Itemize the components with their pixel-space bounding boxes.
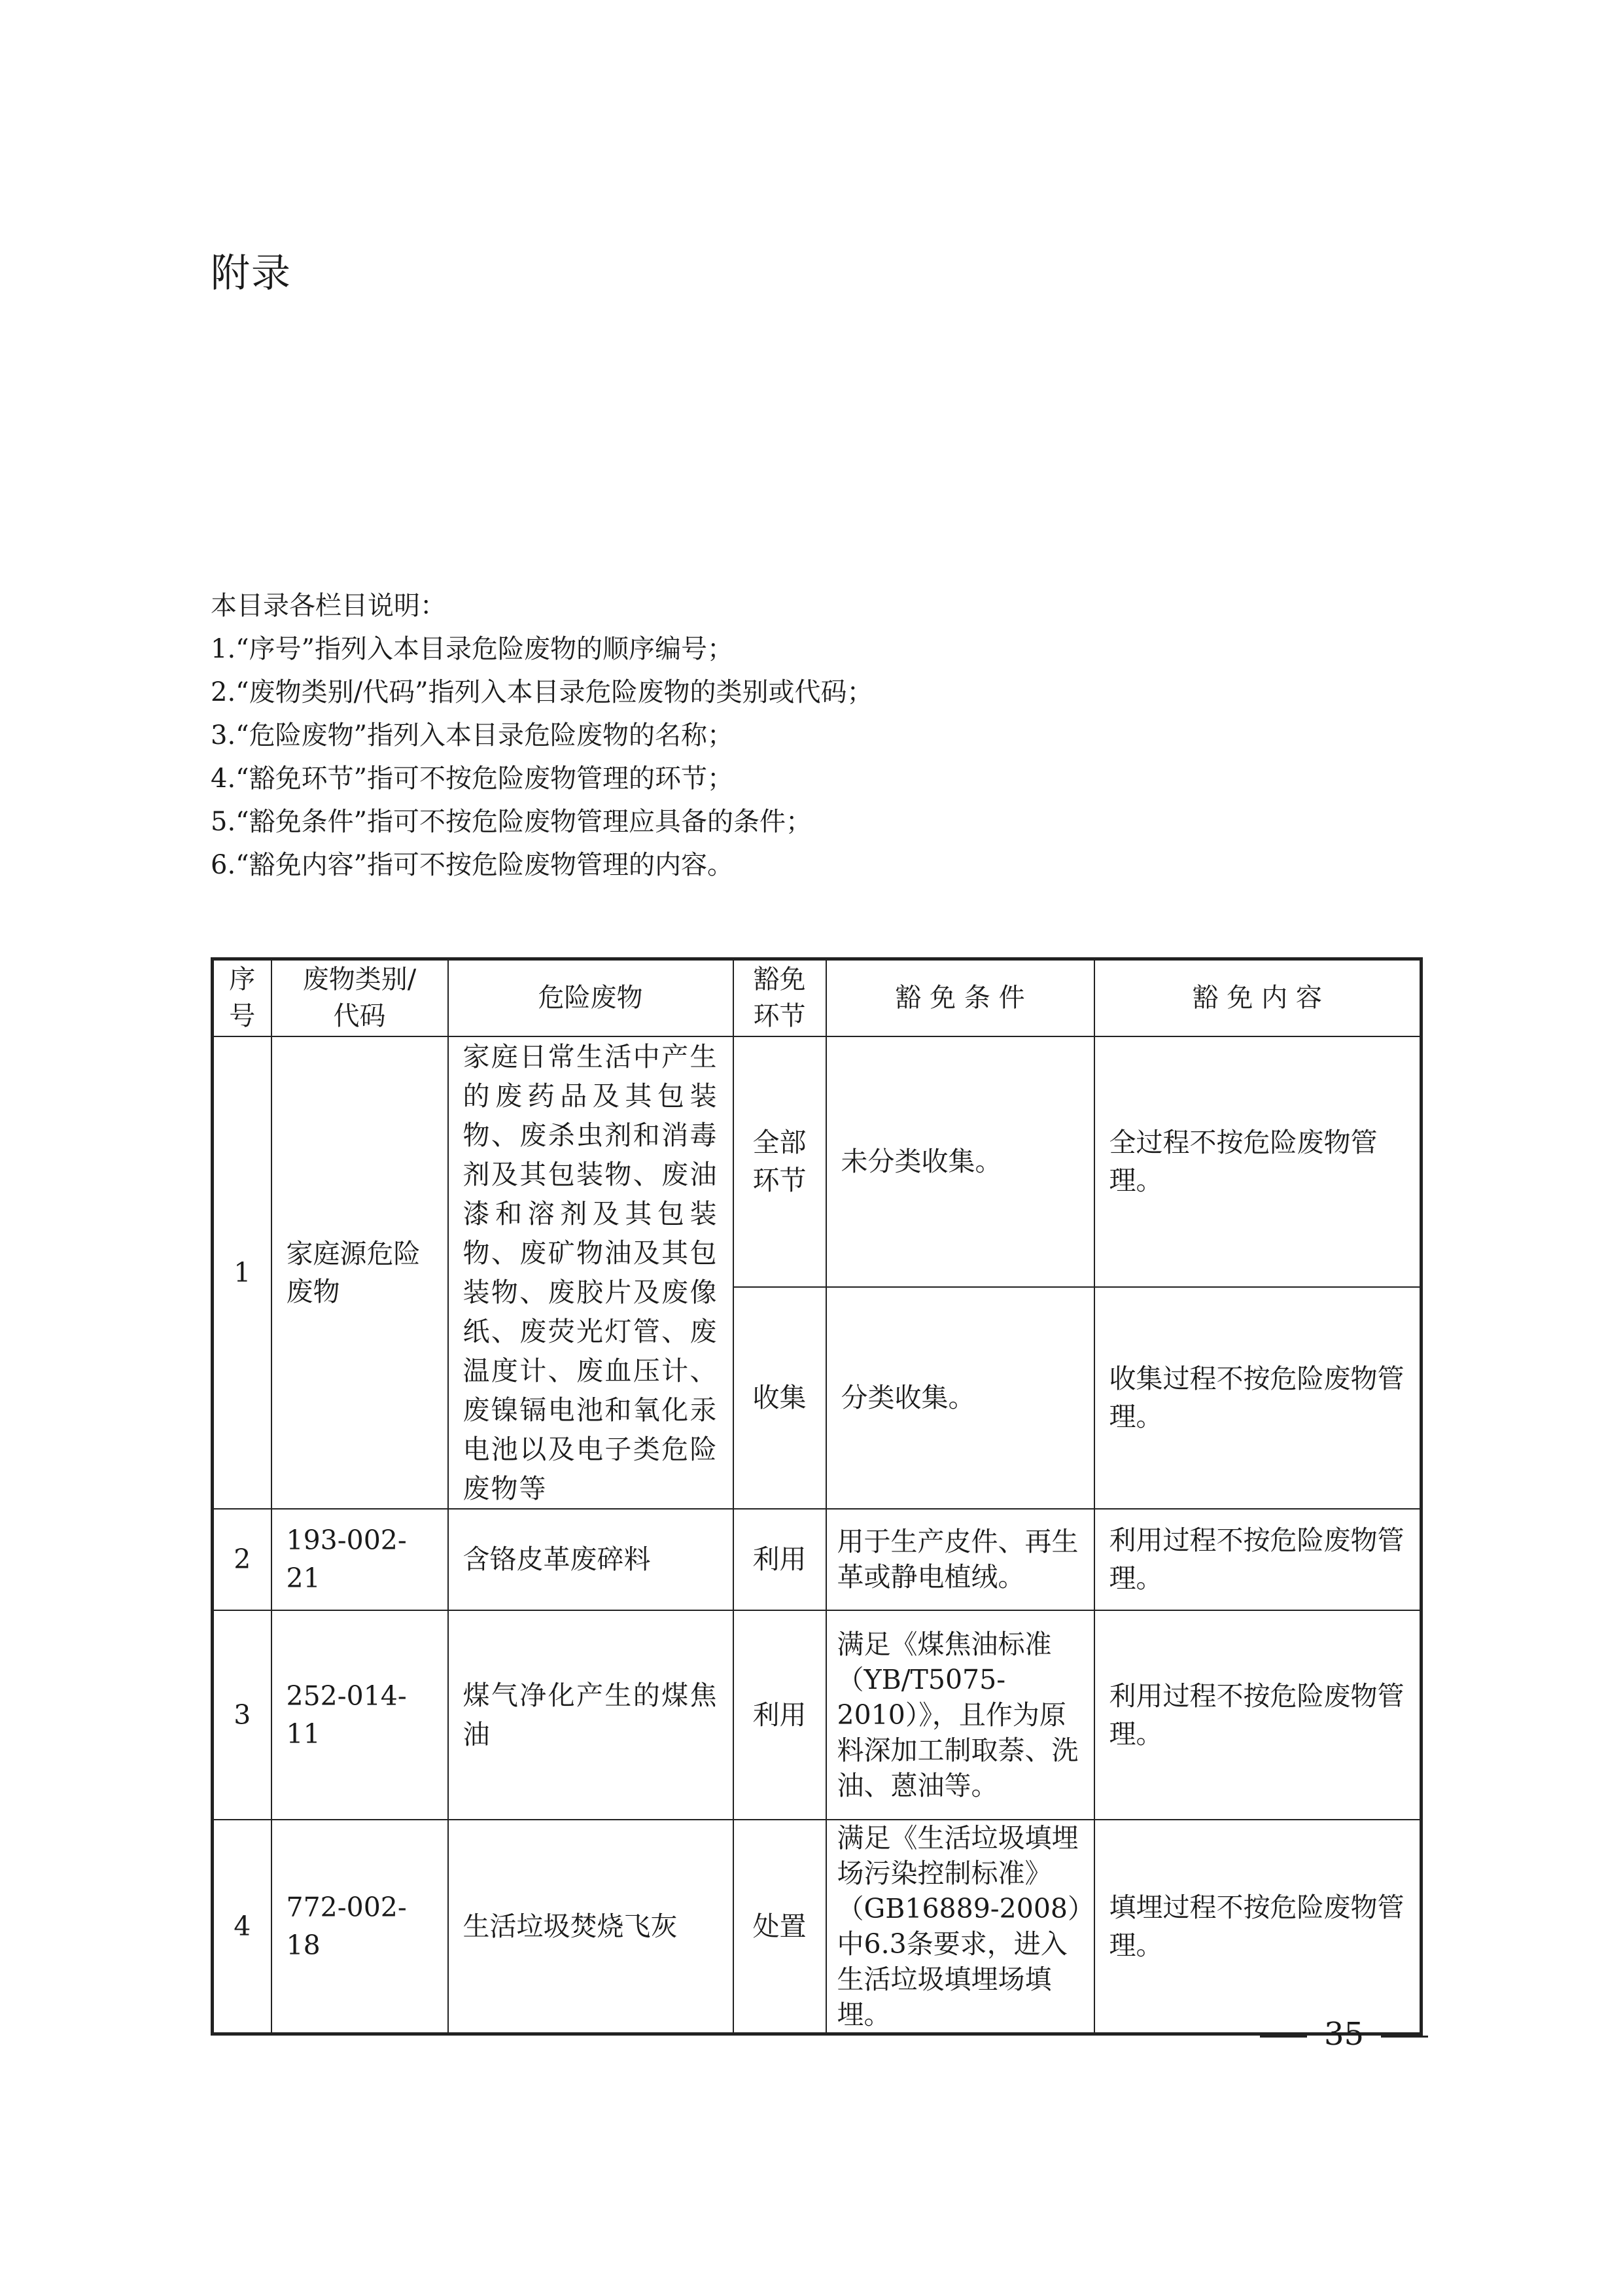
column-notes bbox=[211, 584, 1421, 887]
note-item: 2.“废物类别/代码”指列入本目录危险废物的类别或代码； bbox=[211, 677, 873, 707]
cell-waste: 生活垃圾焚烧飞灰 bbox=[448, 1820, 733, 2034]
cell-content: 填埋过程不按危险废物管理。 bbox=[1094, 1820, 1422, 2034]
cell-content: 收集过程不按危险废物管理。 bbox=[1094, 1287, 1422, 1509]
cell-condition: 满足《煤焦油标准（YB/T5075-2010）》，且作为原料深加工制取萘、洗油、蒽油等。 bbox=[826, 1610, 1094, 1820]
note-item: 4.“豁免环节”指可不按危险废物管理的环节； bbox=[211, 764, 734, 794]
header-condition: 豁 免 条 件 bbox=[826, 959, 1094, 1036]
cell-condition: 分类收集。 bbox=[826, 1287, 1094, 1509]
cell-category: 家庭源危险废物 bbox=[271, 1036, 448, 1509]
header-stage: 豁免 环节 bbox=[733, 959, 826, 1036]
header-waste: 危险废物 bbox=[448, 959, 733, 1036]
cell-content: 全过程不按危险废物管理。 bbox=[1094, 1036, 1422, 1287]
cell-category: 252-014-11 bbox=[271, 1610, 448, 1820]
cell-waste: 煤气净化产生的煤焦油 bbox=[448, 1610, 733, 1820]
cell-seq: 4 bbox=[213, 1820, 271, 2034]
note-item: 1.“序号”指列入本目录危险废物的顺序编号； bbox=[211, 634, 734, 664]
cell-content: 利用过程不按危险废物管理。 bbox=[1094, 1610, 1422, 1820]
note-item: 6.“豁免内容”指可不按危险废物管理的内容。 bbox=[211, 850, 734, 880]
cell-stage: 利用 bbox=[733, 1509, 826, 1610]
cell-seq: 2 bbox=[213, 1509, 271, 1610]
table-row bbox=[213, 1610, 1422, 1820]
cell-condition: 未分类收集。 bbox=[826, 1036, 1094, 1287]
footer-dash-right bbox=[1381, 2036, 1428, 2038]
cell-waste: 含铬皮革废碎料 bbox=[448, 1509, 733, 1610]
header-seq: 序 号 bbox=[213, 959, 271, 1036]
note-item: 3.“危险废物”指列入本目录危险废物的名称； bbox=[211, 720, 734, 751]
cell-stage: 利用 bbox=[733, 1610, 826, 1820]
page-title: 附录 bbox=[211, 251, 292, 296]
cell-category: 193-002-21 bbox=[271, 1509, 448, 1610]
notes-heading: 本目录各栏目说明： bbox=[211, 591, 446, 621]
page-footer bbox=[1243, 2016, 1445, 2053]
table-row bbox=[213, 1036, 1422, 1287]
page-number: 35 bbox=[1324, 2016, 1365, 2053]
cell-stage: 全部 环节 bbox=[733, 1036, 826, 1287]
cell-content: 利用过程不按危险废物管理。 bbox=[1094, 1509, 1422, 1610]
footer-dash-left bbox=[1260, 2036, 1307, 2038]
cell-stage: 收集 bbox=[733, 1287, 826, 1509]
exemption-table bbox=[211, 957, 1423, 2036]
cell-stage: 处置 bbox=[733, 1820, 826, 2034]
cell-condition: 用于生产皮件、再生革或静电植绒。 bbox=[826, 1509, 1094, 1610]
note-item: 5.“豁免条件”指可不按危险废物管理应具备的条件； bbox=[211, 807, 812, 837]
table-row bbox=[213, 1509, 1422, 1610]
header-category: 废物类别/ 代码 bbox=[271, 959, 448, 1036]
cell-seq: 3 bbox=[213, 1610, 271, 1820]
header-content: 豁 免 内 容 bbox=[1094, 959, 1422, 1036]
table-row bbox=[213, 1820, 1422, 2034]
cell-seq: 1 bbox=[213, 1036, 271, 1509]
table-header-row bbox=[213, 959, 1422, 1036]
cell-condition: 满足《生活垃圾填埋场污染控制标准》（GB16889-2008）中6.3条要求，进入生活垃圾填埋场填埋。 bbox=[826, 1820, 1094, 2034]
cell-category: 772-002-18 bbox=[271, 1820, 448, 2034]
cell-waste: 家庭日常生活中产生的废药品及其包装物、废杀虫剂和消毒剂及其包装物、废油漆和溶剂及其包装物、废矿物油及其包装物、废胶片及废像纸、废荧光灯管、废温度计、废血压计、废镍镉电池和氧化汞电池以及电子类危险废物等 bbox=[448, 1036, 733, 1509]
